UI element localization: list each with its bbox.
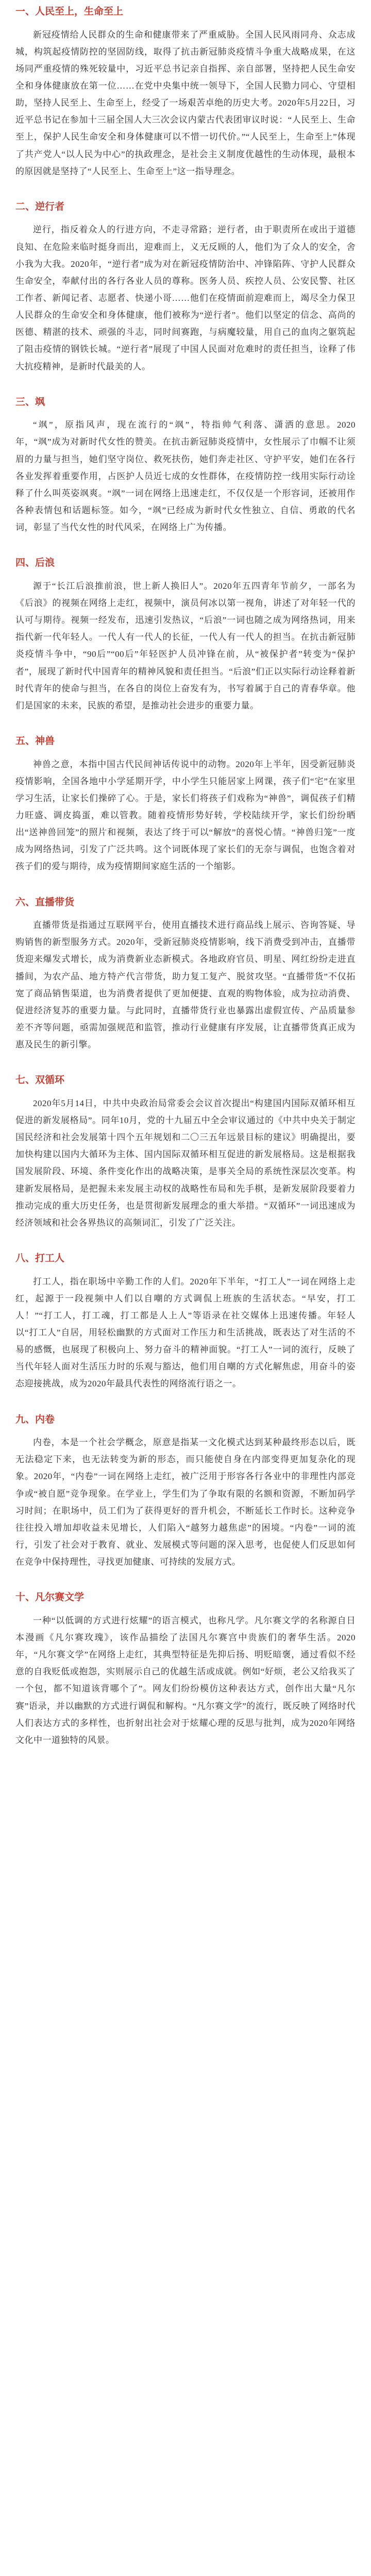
section-title: 飒 [35,396,45,408]
section-paragraph: 打工人，指在职场中辛勤工作的人们。2020年下半年，“打工人”一词在网络上走红，起源于一段视频中人们以自嘲的方式调侃上班族的生活状态。“早安，打工人！”“打工人，打工魂，打工都是人上人”等语录在社交媒体上迅速传播。年轻人以“打工人”自居，用轻松幽默的方式面对工作压力和生活挑战，既表达了对生活的不易的感慨，也展现了积极向上、努力奋斗的精神面貌。“打工人”一词的流行，反映了当代年轻人面对生活压力时的乐观与豁达，他们用自嘲的方式化解焦虑，用奋斗的姿态迎接挑战，成为2020年最具代表性的网络流行语之一。 [15,1276,356,1389]
section-paragraph: “飒”，原指风声，现在流行的“飒”，特指帅气利落、潇洒的意思。2020年，“飒”成为对新时代女性的赞美。在抗击新冠肺炎疫情中，女性展示了巾帼不让须眉的力量与担当，她们坚守岗位、救死扶伤，她们奔走社区、守护平安，她们在各行各业发挥着重要作用，占医护人员近七成的女性群体，在疫情防控一线用实际行动诠释了什么叫英姿飒爽。“飒”一词在网络上迅速走红，不仅仅是一个形容词，还被用作各种表情包和话题标签。如今，“飒”已经成为新时代女性独立、自信、勇敢的代名词，彰显了当代女性的时代风采，在网络上广为传播。 [15,420,356,533]
section-heading: 十、凡尔赛文学 [15,1592,85,1603]
section-paragraph: 内卷，本是一个社会学概念，原意是指某一文化模式达到某种最终形态以后，既无法稳定下来，也无法转变为新的形态，而只能使自身在内部变得更加复杂化的现象。2020年，“内卷”一词在网络上走红，被广泛用于形容各行各业中的非理性内部竞争或“被自愿”竞争现象。在学业上，学生们为了争取有限的名额和资源，不断加码学习时间；在职场中，员工们为了获得更好的晋升机会，不断延长工作时长。这种竞争往往投入增加却收益未见增长，人们陷入“越努力越焦虑”的困境。“内卷”一词的流行，引发了社会对于教育、就业、发展模式等问题的深入思考，也促使人们反思如何在竞争中保持理性，寻找更加健康、可持续的发展方式。 [15,1437,356,1567]
section-heading: 一、人民至上，生命至上 [15,6,124,17]
section-heading: 七、双循环 [15,1075,65,1086]
section-paragraph: 一种“以低调的方式进行炫耀”的语言模式，也称凡学。凡尔赛文学的名称源自日本漫画《凡尔赛玫瑰》，该作品描绘了法国凡尔赛宫中贵族们的奢华生活。2020年，“凡尔赛文学”在网络上走红，其典型特征是先抑后扬、明贬暗褒，通过看似不经意的自我贬低或抱怨，实则展示自己的优越生活或成就。例如“好烦，老公又给我买了一个包，都不知道该背哪个了”。网友们纷纷模仿这种表达方式，创作出大量“凡尔赛”语录，并以幽默的方式进行调侃和解构。“凡尔赛文学”的流行，既反映了网络时代人们表达方式的多样性，也折射出社会对于炫耀心理的反思与批判，成为2020年网络文化中一道独特的风景。 [15,1615,356,1745]
section-number: 四 [15,557,26,569]
section-title: 内卷 [35,1414,55,1425]
section-paragraph: 2020年5月14日，中共中央政治局常委会会议首次提出“构建国内国际双循环相互促进的新发展格局”。同年10月，党的十九届五中全会审议通过的《中共中央关于制定国民经济和社会发展第十四个五年规划和二〇三五年远景目标的建议》明确提出，要加快构建以国内大循环为主体、国内国际双循环相互促进的新发展格局。这是根据我国发展阶段、环境、条件变化作出的战略决策，是事关全局的系统性深层次变革。构建新发展格局，是把握未来发展主动权的战略性布局和先手棋，是新发展阶段要着力推动完成的重大历史任务，也是贯彻新发展理念的重大举措。“双循环”一词迅速成为经济领域和社会各界热议的高频词汇，引发了广泛关注。 [15,1098,356,1228]
section-heading: 八、打工人 [15,1253,65,1264]
section-title: 双循环 [35,1075,65,1086]
section-title: 直播带货 [35,896,75,908]
section-paragraph: 直播带货是指通过互联网平台，使用直播技术进行商品线上展示、咨询答疑、导购销售的新型服务方式。2020年，受新冠肺炎疫情影响，线下消费受到冲击，直播带货迎来爆发式增长，成为消费新业态新模式。各地政府官员、明星、网红纷纷走进直播间，为农产品、地方特产代言带货，助力复工复产、脱贫攻坚。“直播带货”不仅拓宽了商品销售渠道，也为消费者提供了更加便捷、直观的购物体验，成为拉动消费、促进经济复苏的重要力量。与此同时，直播带货行业也暴露出虚假宣传、产品质量参差不齐等问题，亟需加强规范和监管，推动行业健康有序发展，让直播带货真正成为惠及民生的新引擎。 [15,920,356,1050]
section-number: 十 [15,1592,26,1603]
section-title: 人民至上，生命至上 [35,6,124,17]
section-number: 六 [15,896,26,908]
section-paragraph: 神兽之意，本指中国古代民间神话传说中的动物。2020年上半年，因受新冠肺炎疫情影响，全国各地中小学延期开学，中小学生只能居家上网课，孩子们“宅”在家里学习生活，让家长们操碎了心。于是，家长们将孩子们戏称为“神兽”，调侃孩子们精力旺盛、调皮捣蛋，难以管教。随着疫情形势好转，学校陆续开学，家长们纷纷晒出“送神兽回笼”的照片和视频，表达了终于可以“解放”的喜悦心情。“神兽归笼”一度成为网络热词，引发了广泛共鸣。这个词既体现了家长们的无奈与调侃，也饱含着对孩子们的爱与期待，成为疫情期间家庭生活的一个缩影。 [15,759,356,872]
section-4 [15,556,356,714]
section-number: 五 [15,736,26,747]
section-10 [15,1591,356,1749]
section-title: 打工人 [35,1253,65,1264]
section-title: 神兽 [35,736,55,747]
section-heading: 三、飒 [15,396,45,408]
section-title: 逆行者 [35,201,65,212]
section-number: 九 [15,1414,26,1425]
section-1 [15,5,356,180]
section-heading: 九、内卷 [15,1414,55,1425]
section-paragraph: 逆行，指反着众人的行进方向，不走寻常路；逆行者，由于职责所在或出于道德良知、在危险来临时挺身而出，迎难而上，义无反顾的人，他们为了众人的安全，舍小我为大我。2020年，“逆行者”成为对在新冠疫情防治中、冲锋陷阵、守护人民群众生命安全，奉献付出的各行各业人员的尊称。医务人员、疾控人员、公安民警、社区工作者、新闻记者、志愿者、快递小哥……他们在疫情面前迎难而上，竭尽全力保卫人民群众的生命安全和身体健康，他们被称为“逆行者”。他们以坚定的信念、高尚的医德、精湛的技术、顽强的斗志，同时间赛跑，与病魔较量，用自己的血肉之躯筑起了阻击疫情的钢铁长城。“逆行者”展现了中国人民面对危难时的责任担当，诠释了伟大抗疫精神，是新时代最美的人。 [15,225,356,371]
section-paragraph: 源于“长江后浪推前浪，世上新人换旧人”。2020年五四青年节前夕，一部名为《后浪》的视频在网络上走红，视频中，演员何冰以第一视角，讲述了对年轻一代的认可与期待。视频一经发布，迅速引发热议，“后浪”一词也随之成为网络热词，用来指代新一代年轻人。一代人有一代人的长征，一代人有一代人的担当。在抗击新冠肺炎疫情斗争中，“90后”“00后”年轻医护人员冲锋在前，从“被保护者”转变为“保护者”，展现了新时代中国青年的精神风貌和责任担当。“后浪”们正以实际行动诠释着新时代青年的使命与担当，在各自的岗位上奋发有为，书写着属于自己的青春华章。他们是国家的未来，民族的希望，是推动社会进步的重要力量。 [15,581,356,710]
section-9 [15,1413,356,1571]
section-number: 一 [15,6,26,17]
section-title: 后浪 [35,557,55,569]
section-number: 二 [15,201,26,212]
section-heading: 六、直播带货 [15,896,75,908]
section-8 [15,1252,356,1393]
section-3 [15,396,356,536]
section-heading: 四、后浪 [15,557,55,569]
section-2 [15,200,356,375]
section-number: 八 [15,1253,26,1264]
section-7 [15,1074,356,1231]
section-5 [15,735,356,875]
section-paragraph: 新冠疫情给人民群众的生命和健康带来了严重威胁。全国人民风雨同舟、众志成城，构筑起疫情防控的坚固防线，取得了抗击新冠肺炎疫情斗争重大战略成果，在这场同严重疫情的殊死较量中，习近平总书记亲自指挥、亲自部署，坚持把人民生命安全和身体健康放在第一位……在党中央集中统一领导下，全国人民勠力同心、守望相助，坚持人民至上、生命至上，经受了一场艰苦卓绝的历史大考。2020年5月22日，习近平总书记在参加十三届全国人大三次会议内蒙古代表团审议时说：“人民至上、生命至上，保护人民生命安全和身体健康可以不惜一切代价。”“人民至上，生命至上”体现了共产党人“以人民为中心”的执政理念，是社会主义制度优越性的生动体现，最根本的原因就是坚持了“人民至上、生命至上”这一指导理念。 [15,29,356,176]
section-heading: 二、逆行者 [15,201,65,212]
section-number: 三 [15,396,26,408]
section-6 [15,896,356,1054]
section-number: 七 [15,1075,26,1086]
section-heading: 五、神兽 [15,736,55,747]
section-title: 凡尔赛文学 [35,1592,85,1603]
